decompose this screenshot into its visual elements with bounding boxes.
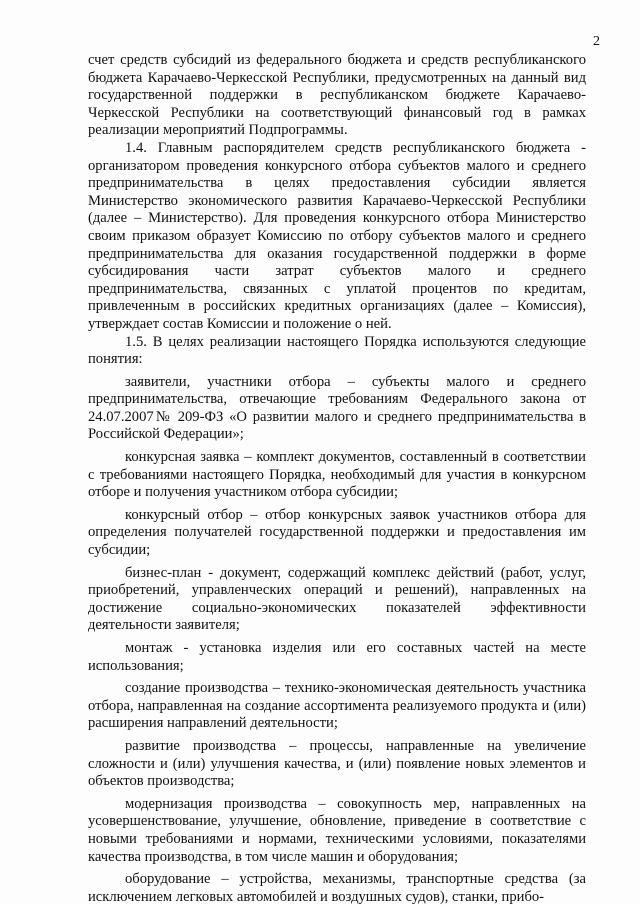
paragraph-1-5: 1.5. В целях реализации настоящего Порядка используются следующие понятия:: [88, 333, 586, 368]
definition-production-creation: создание производства – технико-экономическая деятельность участника отбора, направленная на создание ассортимента реализуемого продукта и (или) расширения направлений деятельности;: [88, 680, 586, 732]
definition-installation: монтаж - установка изделия или его составных частей на месте использования;: [88, 640, 586, 674]
definition-equipment: оборудование – устройства, механизмы, транспортные средства (за исключением легковых автомобилей и воздушных судов), станки, прибо-: [88, 871, 586, 905]
paragraph-funding-source: счет средств субсидий из федерального бюджета и средств республиканского бюджета Карачаево-Черкесской Республики, предусмотренных на данный вид государственной поддержки в республиканском бюджете Карачаево-Черкесской Республики на соответствующий финансовый год в рамках реализации мероприятий Подпрограммы.: [88, 52, 586, 139]
definition-business-plan: бизнес-план - документ, содержащий комплекс действий (работ, услуг, приобретений, управленческих операций и решений), направленных на достижение социально-экономических показателей эффективности деятельности заявителя;: [88, 564, 586, 634]
definition-applicants: заявители, участники отбора – субъекты малого и среднего предпринимательства, отвечающие требованиям Федерального закона от 24.07.2007№ 209-ФЗ «О развитии малого и среднего предпринимательства в Российской Федерации»;: [88, 373, 586, 443]
document-body: [88, 52, 586, 911]
definition-production-development: развитие производства – процессы, направленные на увеличение сложности и (или) улучшения качества, и (или) появление новых элементов и объектов производства;: [88, 737, 586, 790]
paragraph-1-4: 1.4. Главным распорядителем средств республиканского бюджета - организатором проведения конкурсного отбора субъектов малого и среднего предпринимательства в целях предоставления субсидии является Министерство экономического развития Карачаево-Черкесской Республики (далее – Министерство). Для проведения конкурсного отбора Министерство своим приказом образует Комиссию по отбору субъектов малого и среднего предпринимательства для оказания государственной поддержки в форме субсидирования части затрат субъектов малого и среднего предпринимательства, связанных с уплатой процентов по кредитам, привлеченным в российских кредитных организациях (далее – Комиссия), утверждает состав Комиссии и положение о ней.: [88, 139, 586, 332]
definition-production-modernization: модернизация производства – совокупность мер, направленных на усовершенствование, улучшение, обновление, приведение в соответствие с новыми требованиями и нормами, техническими условиями, показателями качества производства, в том числе машин и оборудования;: [88, 795, 586, 865]
definition-competitive-application: конкурсная заявка – комплект документов, составленный в соответствии с требованиями настоящего Порядка, необходимый для участия в конкурсном отборе и получения участником отбора субсидии;: [88, 449, 586, 501]
page-number: 2: [593, 34, 600, 49]
definition-competitive-selection: конкурсный отбор – отбор конкурсных заявок участников отбора для определения получателей государственной поддержки и предоставления им субсидии;: [88, 506, 586, 559]
